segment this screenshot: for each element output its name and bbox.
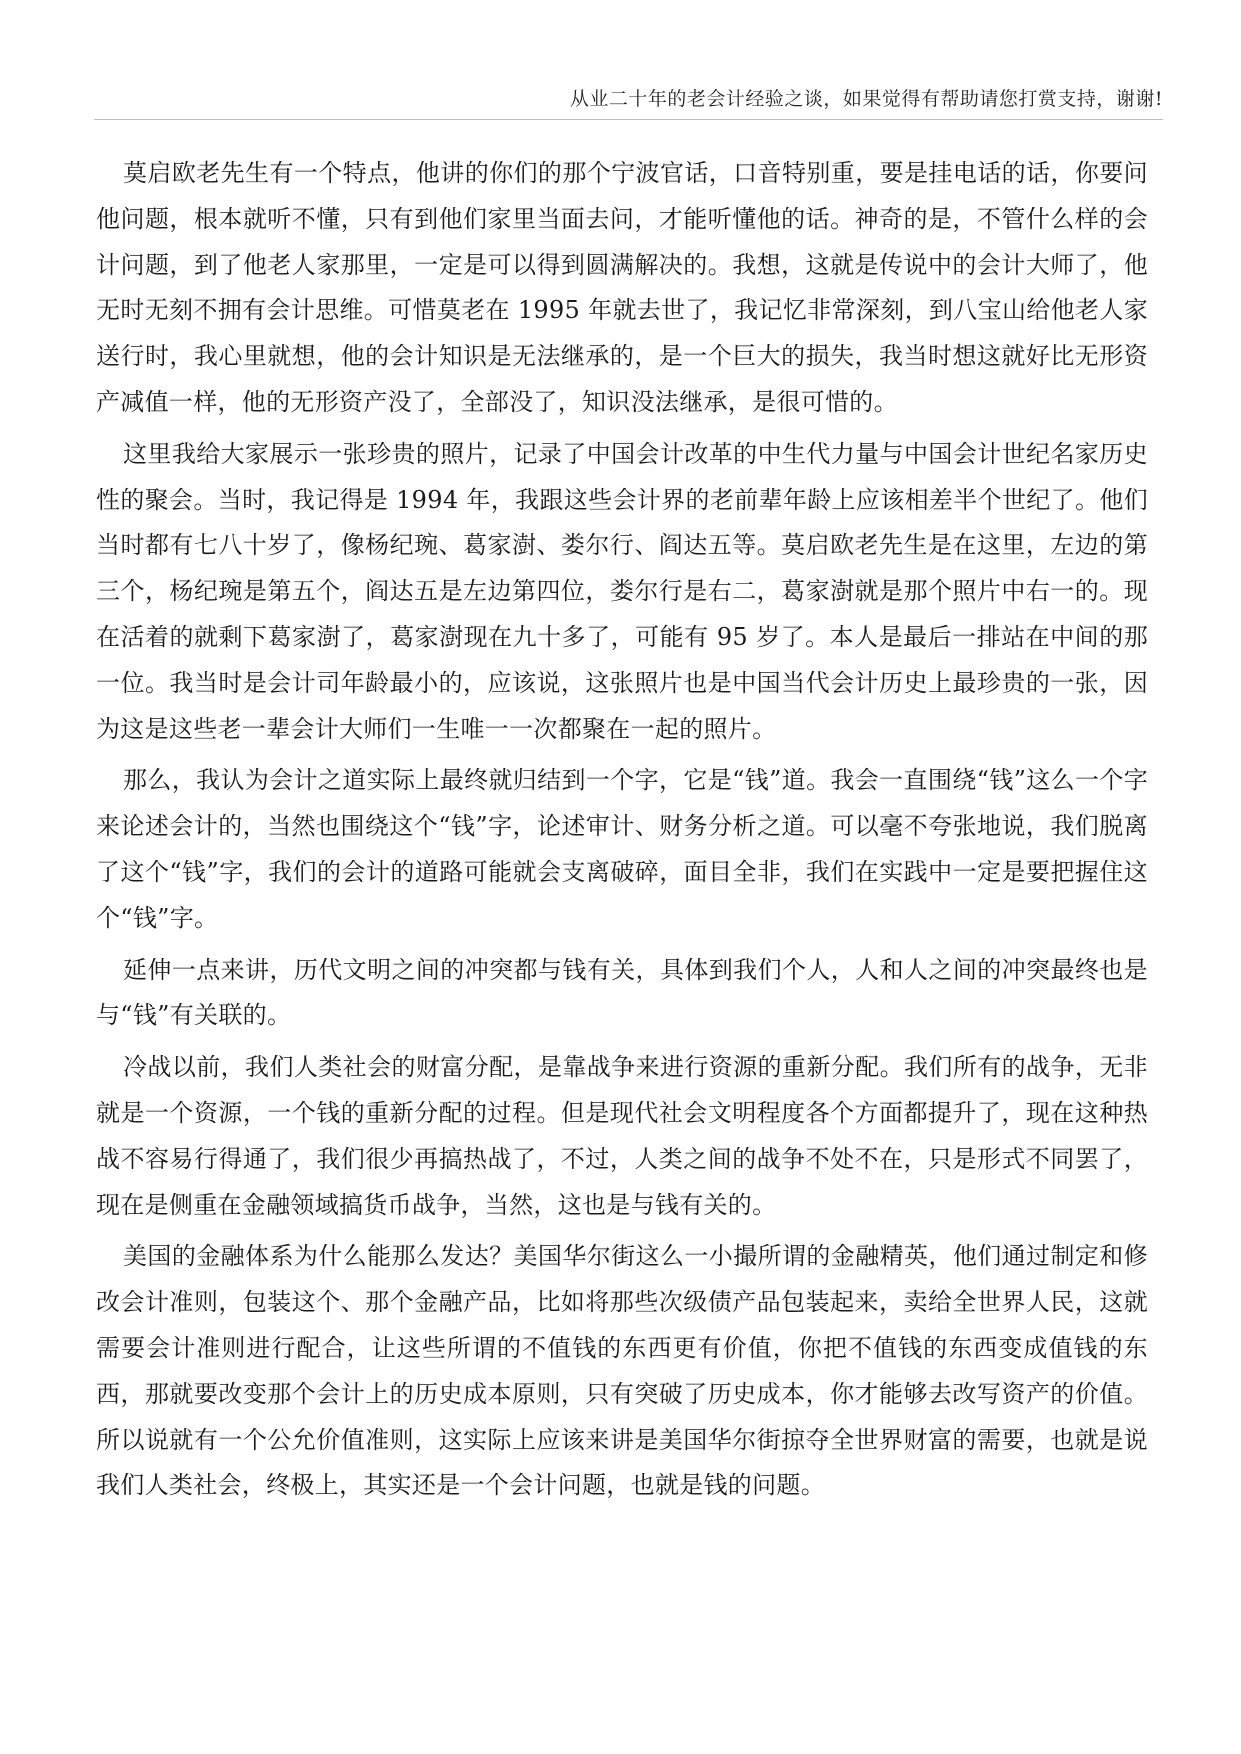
document-body xyxy=(96,151,1148,1515)
paragraph-4: 延伸一点来讲，历代文明之间的冲突都与钱有关，具体到我们个人，人和人之间的冲突最终也是与“钱”有关联的。 xyxy=(96,955,1148,1030)
page-header-text: 从业二十年的老会计经验之谈，如果觉得有帮助请您打赏支持，谢谢! xyxy=(569,88,1163,110)
header-divider xyxy=(94,119,1163,120)
paragraph-3: 那么，我认为会计之道实际上最终就归结到一个字，它是“钱”道。我会一直围绕“钱”这么一个字来论述会计的，当然也围绕这个“钱”字，论述审计、财务分析之道。可以毫不夸张地说，我们脱离了这个“钱”字，我们的会计的道路可能就会支离破碎，面目全非，我们在实践中一定是要把握住这个“钱”字。 xyxy=(96,766,1148,932)
paragraph-2: 这里我给大家展示一张珍贵的照片，记录了中国会计改革的中生代力量与中国会计世纪名家历史性的聚会。当时，我记得是 1994 年，我跟这些会计界的老前辈年龄上应该相差半个世纪了。他们当时都有七八十岁了，像杨纪琬、葛家澍、娄尔行、阎达五等。莫启欧老先生是在这里，左边的第三个，杨纪琬是第五个，阎达五是左边第四位，娄尔行是右二，葛家澍就是那个照片中右一的。现在活着的就剩下葛家澍了，葛家澍现在九十多了，可能有 95 岁了。本人是最后一排站在中间的那一位。我当时是会计司年龄最小的，应该说，这张照片也是中国当代会计历史上最珍贵的一张，因为这是这些老一辈会计大师们一生唯一一次都聚在一起的照片。 xyxy=(96,439,1148,743)
paragraph-5: 冷战以前，我们人类社会的财富分配，是靠战争来进行资源的重新分配。我们所有的战争，无非就是一个资源，一个钱的重新分配的过程。但是现代社会文明程度各个方面都提升了，现在这种热战不容易行得通了，我们很少再搞热战了，不过，人类之间的战争不处不在，只是形式不同罢了，现在是侧重在金融领域搞货币战争，当然，这也是与钱有关的。 xyxy=(96,1053,1148,1219)
paragraph-6: 美国的金融体系为什么能那么发达？美国华尔街这么一小撮所谓的金融精英，他们通过制定和修改会计准则，包装这个、那个金融产品，比如将那些次级债产品包装起来，卖给全世界人民，这就需要会计准则进行配合，让这些所谓的不值钱的东西更有价值，你把不值钱的东西变成值钱的东西，那就要改变那个会计上的历史成本原则，只有突破了历史成本，你才能够去改写资产的价值。所以说就有一个公允价值准则，这实际上应该来讲是美国华尔街掠夺全世界财富的需要，也就是说我们人类社会，终极上，其实还是一个会计问题，也就是钱的问题。 xyxy=(96,1242,1148,1500)
paragraph-1: 莫启欧老先生有一个特点，他讲的你们的那个宁波官话，口音特别重，要是挂电话的话，你要问他问题，根本就听不懂，只有到他们家里当面去问，才能听懂他的话。神奇的是，不管什么样的会计问题，到了他老人家那里，一定是可以得到圆满解决的。我想，这就是传说中的会计大师了，他无时无刻不拥有会计思维。可惜莫老在 1995 年就去世了，我记忆非常深刻，到八宝山给他老人家送行时，我心里就想，他的会计知识是无法继承的，是一个巨大的损失，我当时想这就好比无形资产减值一样，他的无形资产没了，全部没了，知识没法继承，是很可惜的。 xyxy=(96,159,1148,416)
